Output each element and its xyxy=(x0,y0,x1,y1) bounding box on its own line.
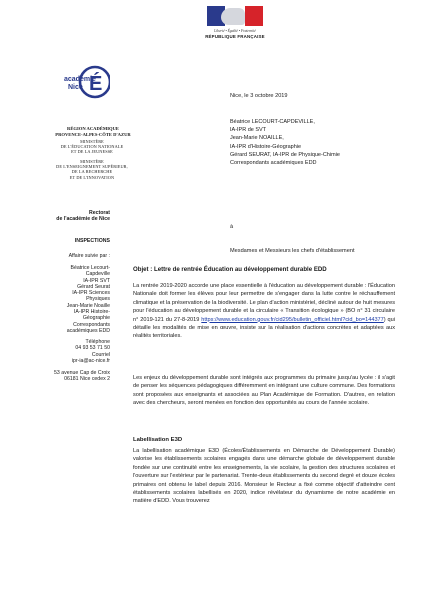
rectorat-label: Rectorat de l'académie de Nice xyxy=(56,210,110,223)
region-label: RÉGION ACADÉMIQUE PROVENCE-ALPES-CÔTE D'AZUR xyxy=(55,126,131,137)
paragraph-1: La rentrée 2019-2020 accorde une place essentielle à l'éducation au développement durable : l'Éducation Nationale doit former les élèves pour leur permettre de s'engager dans la lutte contre le réchauffement climatique et la préservation de la biodiversité. Le plan d'action ministériel, décliné autour de huit mesures pour l'éducation au développement durable et la circulaire « Transition écologique » (BO n° 31 circulaire n° 2019-121 du 27-8-2019 https://www.education.gouv.fr/cid295/bulletin_officiel.html?cid_bo=144377) qui détaille les modalités de mise en œuvre, insiste sur la réalisation d'actions concrètes et adaptées aux réalités territoriales. xyxy=(133,283,396,340)
phone-block: Téléphone 04 93 53 71 50 Courriel ipr-ia@ac-nice.fr xyxy=(14,339,110,364)
ministry-education: MINISTÈRE DE L'ÉDUCATION NATIONALE ET DE LA JEUNESSE xyxy=(60,139,124,155)
marianne-logo xyxy=(195,6,275,39)
republic-label: RÉPUBLIQUE FRANÇAISE xyxy=(205,34,265,39)
paragraph-3: La labellisation académique E3D (Écoles/Établissements en Démarche de Développement Durable) valorise les établissements scolaires engagés dans une démarche globale de développement durable fondée sur une continuité entre les enseignements, la vie scolaire, la gestion des structures scolaires et l'ouverture sur l'extérieur par le partenariat. Trente-deux établissements du second degré et douze écoles primaires ont obtenu le label depuis 2016. Monsieur le Recteur a fixé comme objectif d'atteindre cent établissements scolaires labellisés en 2020, indice révélateur du dynamisme de notre académie en matière d'EDD. Vous trouverez xyxy=(133,448,395,505)
academie-nice-logo xyxy=(62,56,110,104)
paragraph-2: Les enjeux du développement durable sont intégrés aux programmes du primaire jusqu'au lycée : il s'agit de penser les séquences pédagogiques différemment en intégrant une culture commune. Des formations sont proposées aux enseignants et associées au Plan Académique de Formation. D'autres, en relation avec des chercheurs, seront menées en fonction des opportunités au cours de l'année scolaire. xyxy=(133,375,395,407)
to-label: à xyxy=(230,224,234,230)
email-link[interactable]: ipr-ia@ac-nice.fr xyxy=(71,357,110,364)
section-heading: Labellisation E3D xyxy=(133,437,183,443)
signatories: Béatrice LECOURT-CAPDEVILLE, IA-IPR de SVT Jean-Marie NOAILLE, IA-IPR d'Histoire-Géographie Gérard SEURAT, IA-IPR de Physique-Chimie Correspondants académiques EDD xyxy=(230,119,340,167)
ministry-higher-education: MINISTÈRE DE L'ENSEIGNEMENT SUPÉRIEUR, DE LA RECHERCHE ET DE L'INNOVATION xyxy=(56,159,128,180)
inspections-label: INSPECTIONS xyxy=(74,238,110,244)
marianne-flag-icon xyxy=(207,6,263,26)
svg-text:É: É xyxy=(89,73,103,95)
subject-line: Objet : Lettre de rentrée Éducation au développement durable EDD xyxy=(133,266,327,273)
addressee: Mesdames et Messieurs les chefs d'établissement xyxy=(230,248,355,254)
republic-motto: Liberté • Égalité • Fraternité xyxy=(214,29,256,33)
affaire-label: Affaire suivie par : xyxy=(68,253,110,259)
contacts-list: Béatrice Lecourt- Capdeville IA-IPR SVT Gérard Seurat IA-IPR Sciences Physiques Jean-Marie Noaille IA-IPR Histoire- Géographie Correspondants académiques EDD xyxy=(66,265,110,334)
postal-address: 53 avenue Cap de Croix 06181 Nice cedex 2 xyxy=(54,370,110,383)
letter-date: Nice, le 3 octobre 2019 xyxy=(230,93,288,99)
bo-link[interactable]: https://www.education.gouv.fr/cid295/bulletin_officiel.html?cid_bo=144377 xyxy=(201,316,384,323)
svg-text:académie: académie xyxy=(64,76,96,83)
svg-text:Nice: Nice xyxy=(68,84,83,91)
